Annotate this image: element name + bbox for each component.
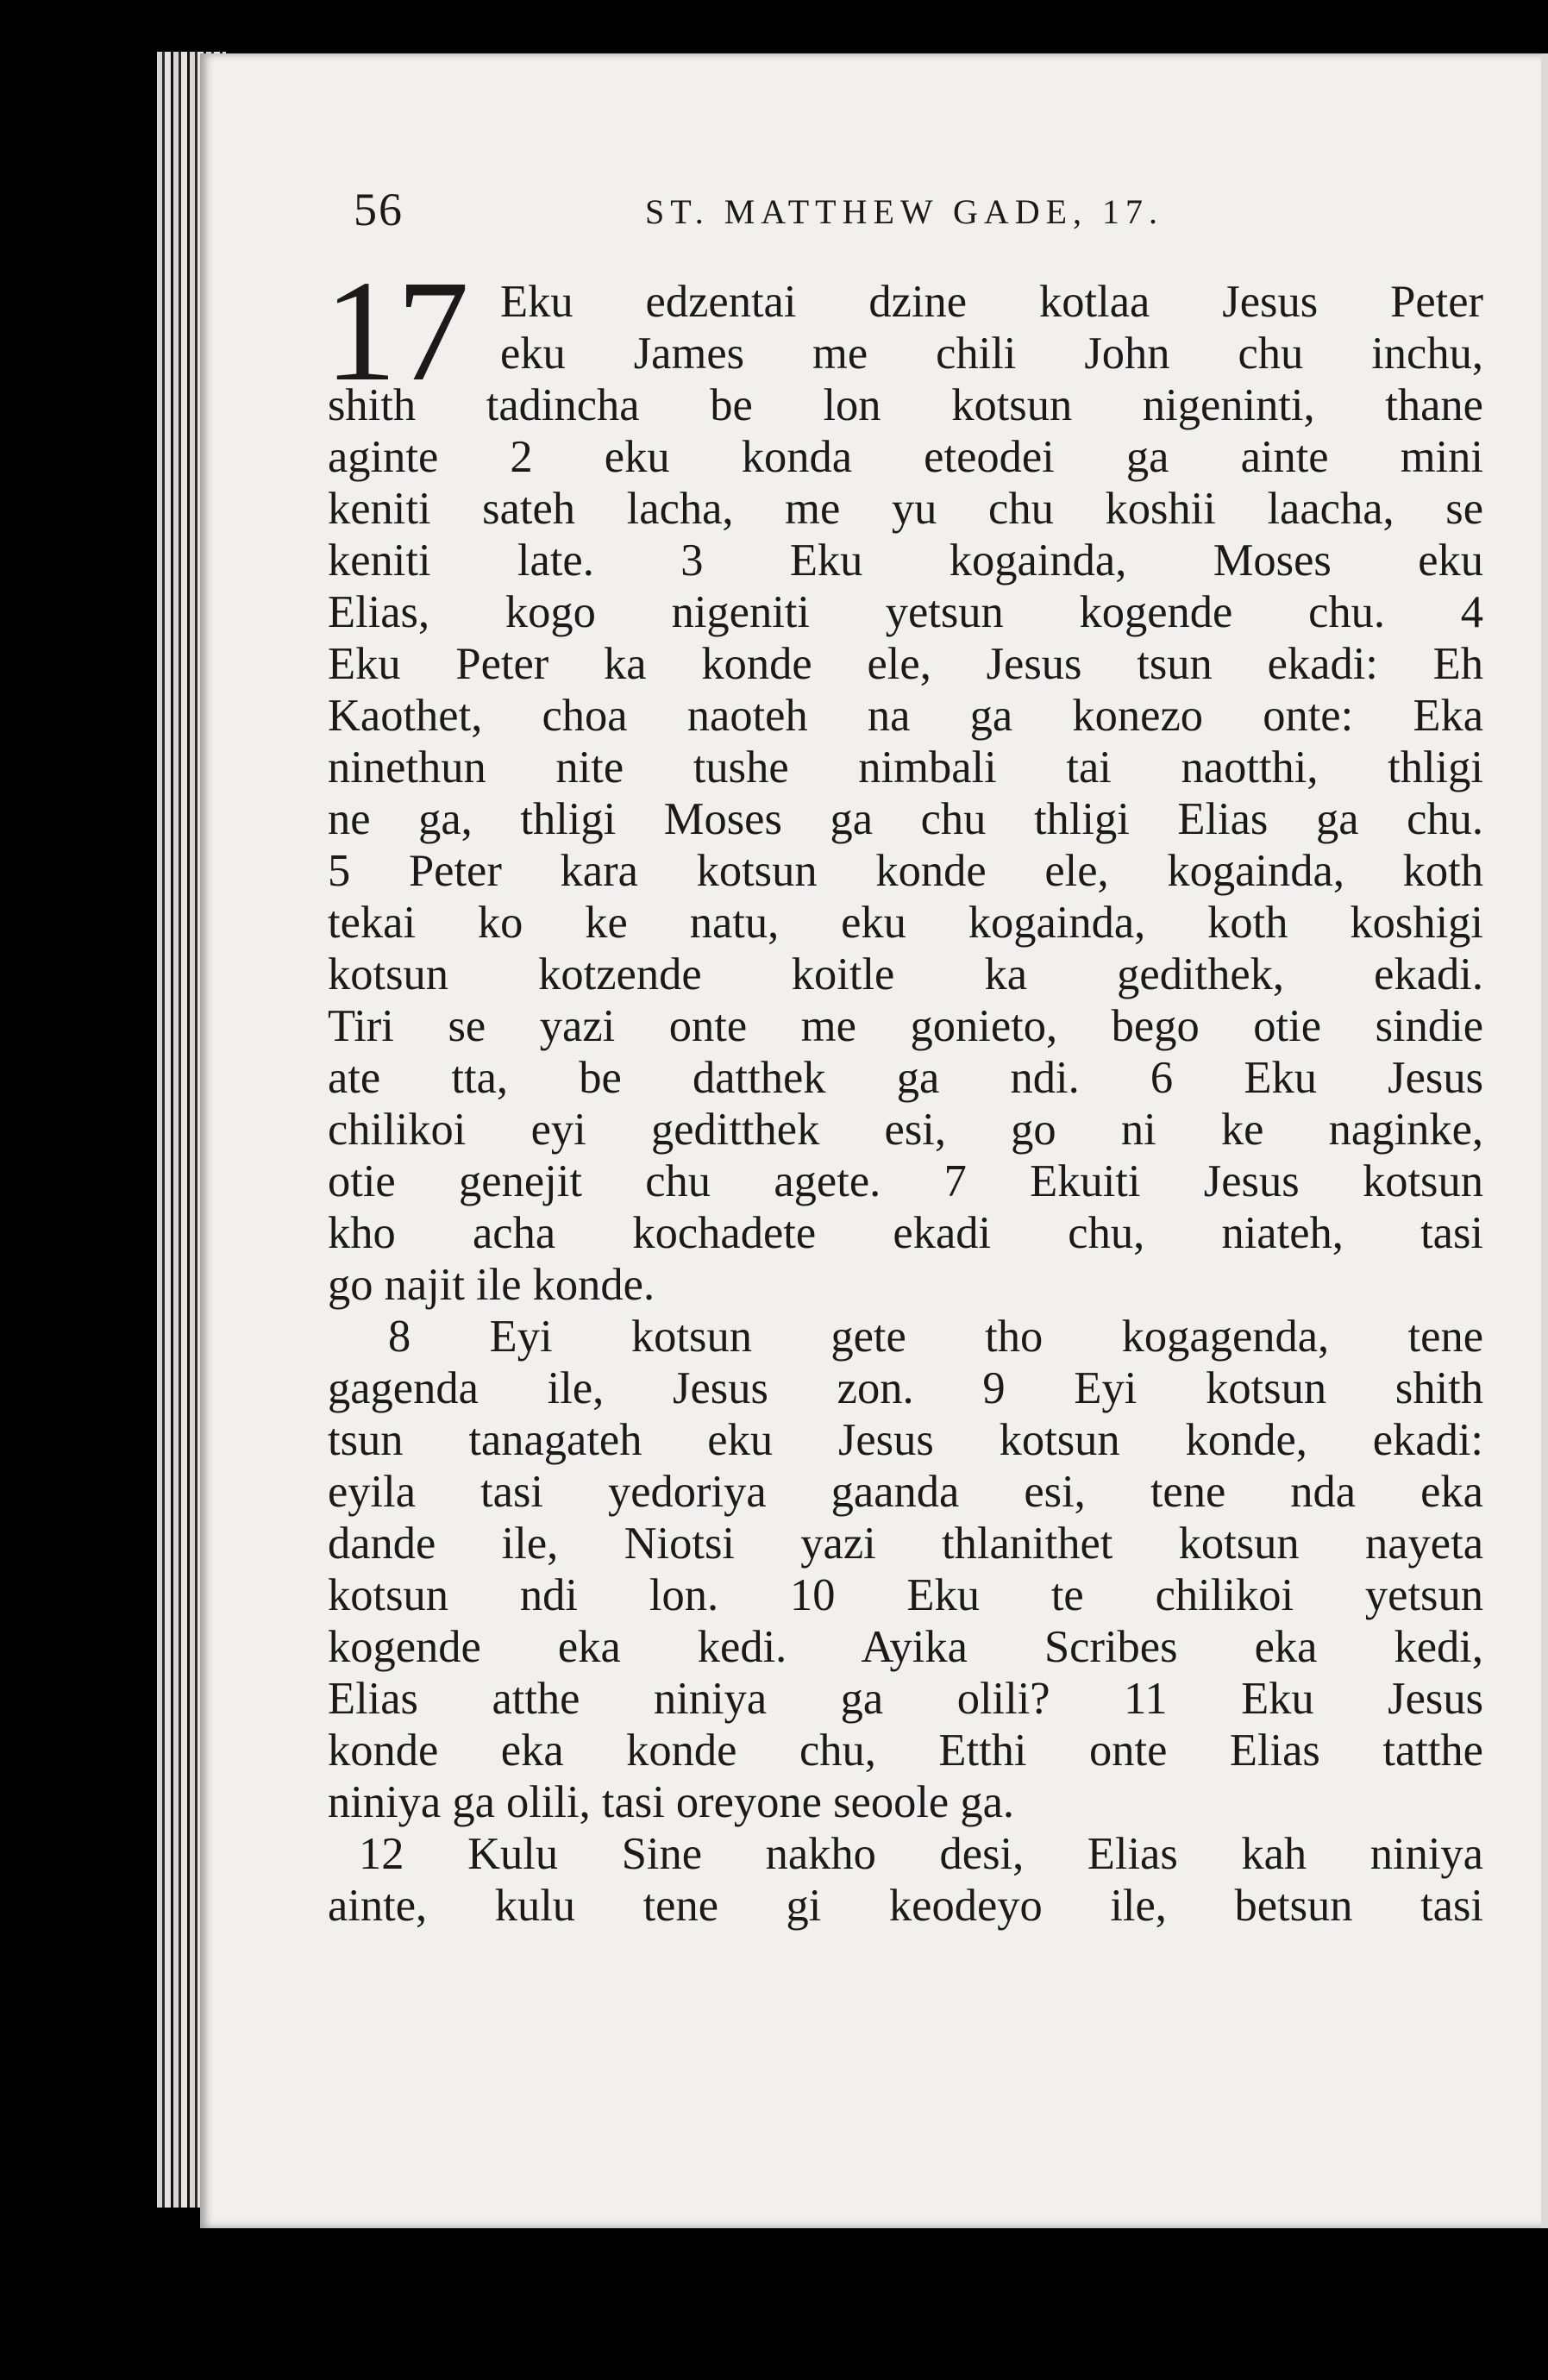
text-line: shith tadincha be lon kotsun nigeninti, thane <box>328 380 1483 430</box>
text-line: aginte 2 eku konda eteodei ga ainte mini <box>328 432 1483 482</box>
text-line: Elias, kogo nigeniti yetsun kogende chu. 4 <box>328 587 1483 637</box>
text-line: gagenda ile, Jesus zon. 9 Eyi kotsun shith <box>328 1363 1483 1413</box>
text-line: chilikoi eyi geditthek esi, go ni ke naginke, <box>328 1105 1483 1155</box>
text-line: tsun tanagateh eku Jesus kotsun konde, ekadi: <box>328 1415 1483 1465</box>
text-line: Tiri se yazi onte me gonieto, bego otie sindie <box>328 1001 1483 1051</box>
text-line: ne ga, thligi Moses ga chu thligi Elias ga chu. <box>328 794 1483 844</box>
text-line: ate tta, be datthek ga ndi. 6 Eku Jesus <box>328 1053 1483 1103</box>
text-line: konde eka konde chu, Etthi onte Elias tatthe <box>328 1726 1483 1776</box>
text-line: Elias atthe niniya ga olili? 11 Eku Jesus <box>328 1674 1483 1724</box>
text-line: kogende eka kedi. Ayika Scribes eka kedi, <box>328 1622 1483 1672</box>
text-line: ainte, kulu tene gi keodeyo ile, betsun tasi <box>328 1881 1483 1931</box>
text-line: eyila tasi yedoriya gaanda esi, tene nda eka <box>328 1467 1483 1517</box>
text-line: kotsun ndi lon. 10 Eku te chilikoi yetsun <box>328 1570 1483 1620</box>
text-line: dande ile, Niotsi yazi thlanithet kotsun nayeta <box>328 1519 1483 1569</box>
text-line: kotsun kotzende koitle ka gedithek, ekadi. <box>328 949 1483 999</box>
body-text <box>328 276 1483 1932</box>
text-line: 12 Kulu Sine nakho desi, Elias kah niniya <box>359 1829 1483 1879</box>
text-line: Kaothet, choa naoteh na ga konezo onte: Eka <box>328 691 1483 741</box>
next-page-edge <box>1541 53 1548 2228</box>
running-head: ST. MATTHEW GADE, 17. <box>645 192 1164 231</box>
text-line: ninethun nite tushe nimbali tai naotthi, thligi <box>328 742 1483 792</box>
text-line: kho acha kochadete ekadi chu, niateh, tasi <box>328 1208 1483 1258</box>
text-line: 5 Peter kara kotsun konde ele, kogainda, koth <box>328 846 1483 896</box>
text-line: Eku Peter ka konde ele, Jesus tsun ekadi: Eh <box>328 639 1483 689</box>
text-line: go najit ile konde. <box>328 1260 655 1310</box>
text-line: 8 Eyi kotsun gete tho kogagenda, tene <box>388 1312 1483 1362</box>
text-line: Eku edzentai dzine kotlaa Jesus Peter <box>500 277 1483 327</box>
text-line: keniti late. 3 Eku kogainda, Moses eku <box>328 536 1483 586</box>
text-line: tekai ko ke natu, eku kogainda, koth koshigi <box>328 898 1483 948</box>
text-line: eku James me chili John chu inchu, <box>500 329 1483 379</box>
chapter-number: 17 <box>324 251 469 411</box>
text-line: otie genejit chu agete. 7 Ekuiti Jesus kotsun <box>328 1156 1483 1206</box>
text-line: keniti sateh lacha, me yu chu koshii laacha, se <box>328 484 1483 534</box>
text-line: niniya ga olili, tasi oreyone seoole ga. <box>328 1777 1015 1827</box>
page-number: 56 <box>354 184 404 235</box>
